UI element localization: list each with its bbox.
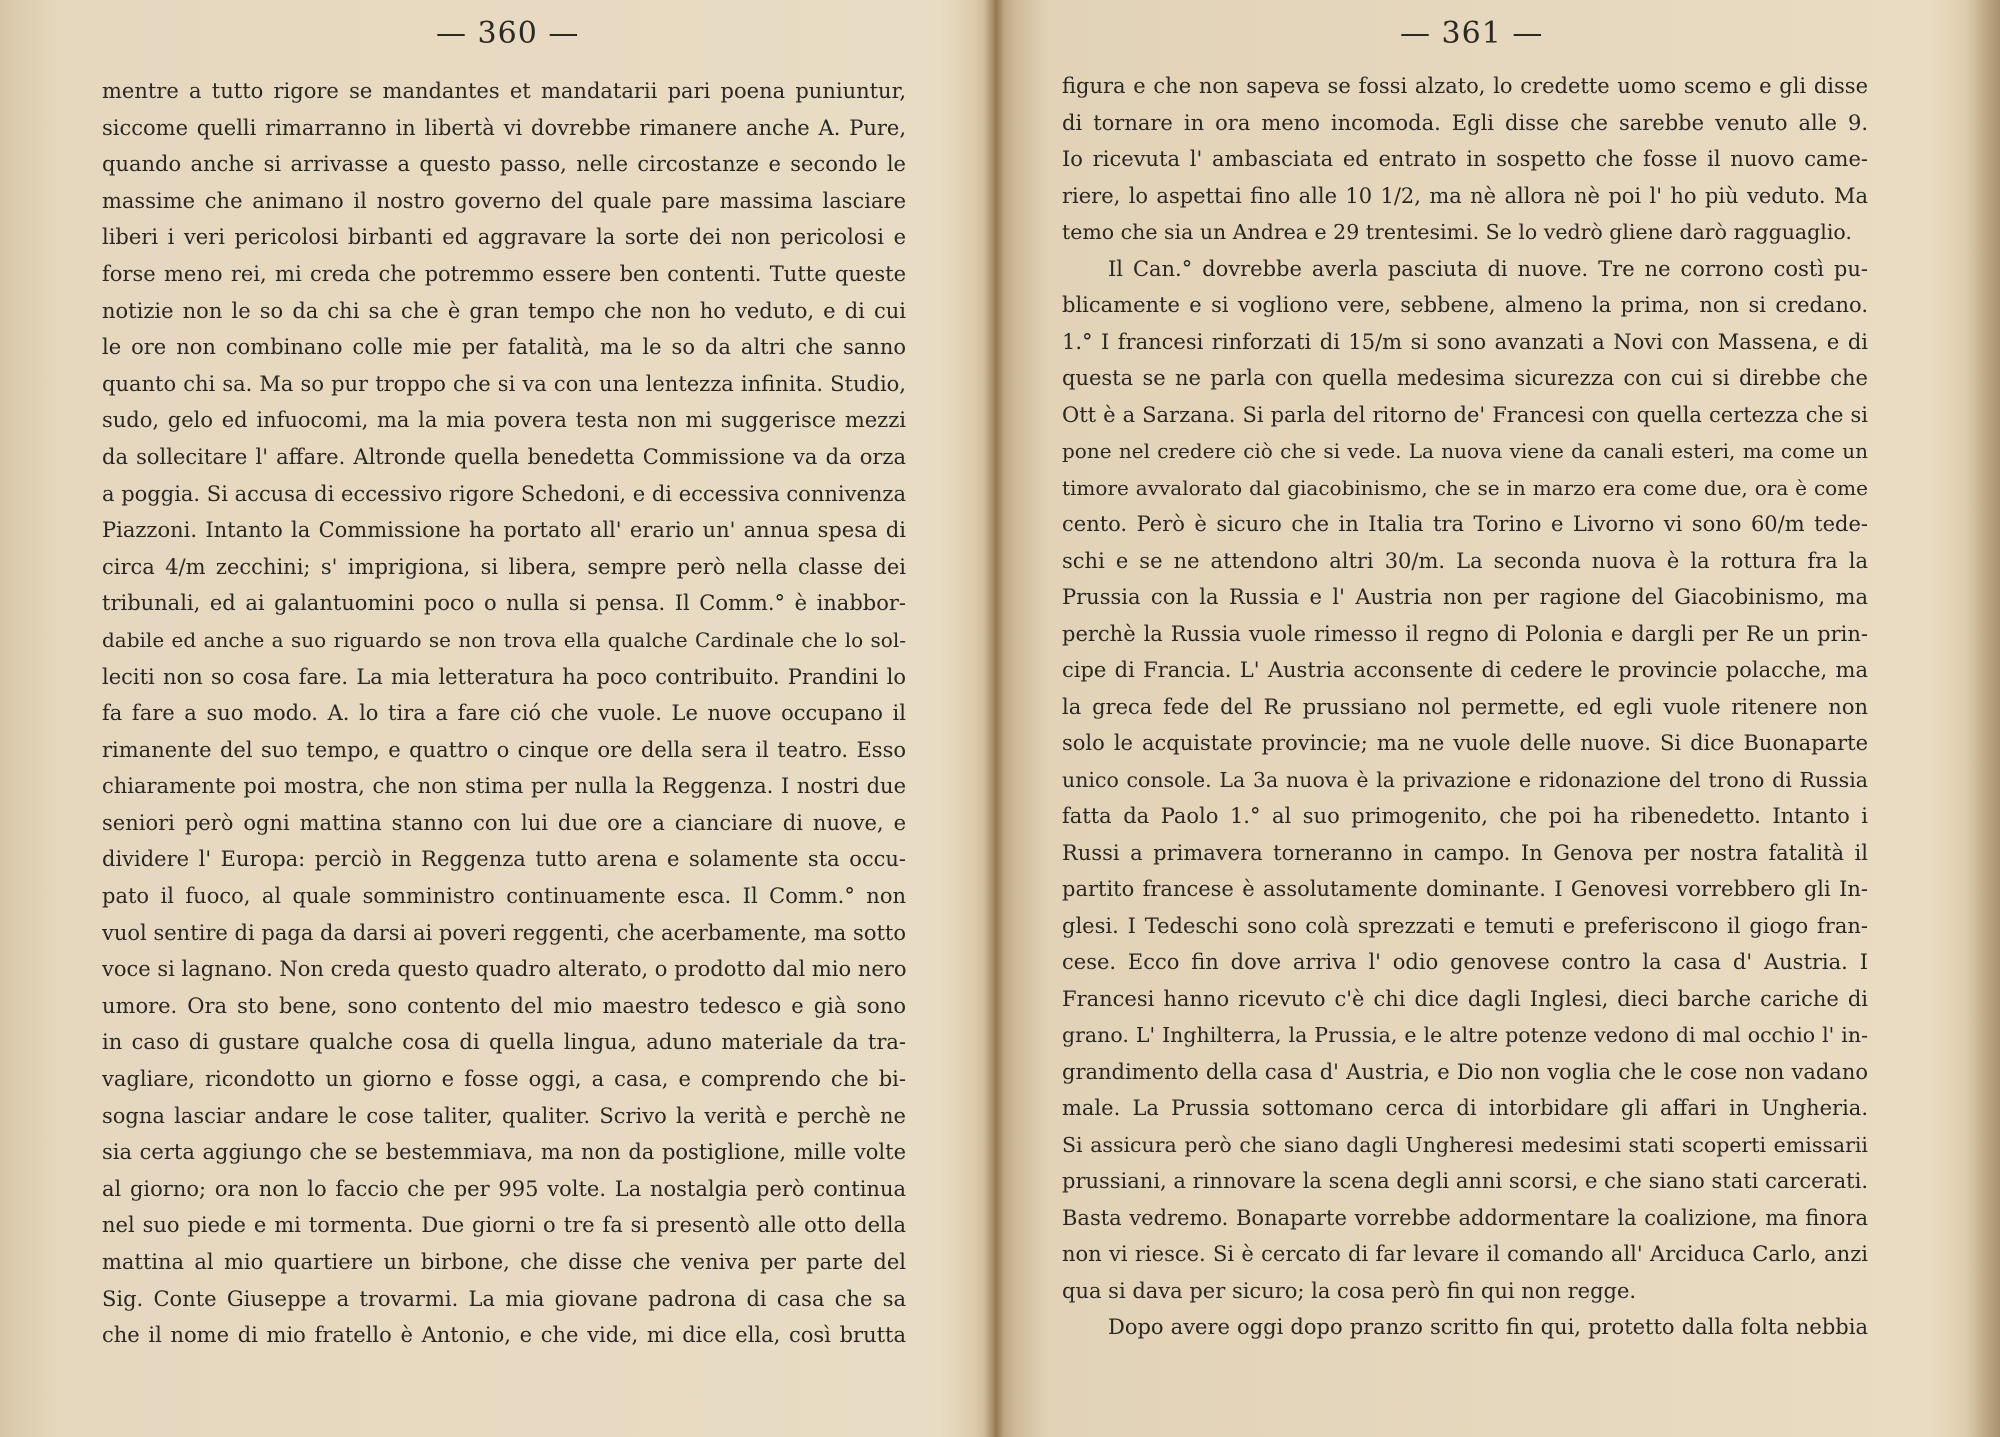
text-line: vuol sentire di paga da darsi ai poveri reggenti, che acerbamente, ma sotto — [102, 920, 906, 945]
text-line: sogna lasciar andare le cose taliter, qualiter. Scrivo la verità e perchè ne — [102, 1103, 906, 1128]
text-line: Dopo avere oggi dopo pranzo scritto fin qui, protetto dalla folta nebbia — [1108, 1315, 1868, 1339]
text-line: forse meno rei, mi creda che potremmo essere ben contenti. Tutte queste — [102, 261, 906, 286]
text-line: la greca fede del Re prussiano nol permette, ed egli vuole ritenere non — [1062, 694, 1868, 719]
text-line: che il nome di mio fratello è Antonio, e che vide, mi dice ella, così brutta — [102, 1323, 906, 1348]
text-line: siccome quelli rimarranno in libertà vi dovrebbe rimanere anche A. Pure, — [102, 115, 906, 140]
text-line: sia certa aggiungo che se bestemmiava, ma non da postiglione, mille volte — [102, 1140, 906, 1165]
right-page — [996, 0, 2000, 1437]
text-line: sudo, gelo ed infuocomi, ma la mia povera testa non mi suggerisce mezzi — [102, 408, 906, 433]
text-line: nel suo piede e mi tormenta. Due giorni o tre fa si presentò alle otto della — [102, 1213, 906, 1238]
text-line: dabile ed anche a suo riguardo se non trova ella qualche Cardinale che lo sol- — [102, 627, 906, 652]
text-line: solo le acquistate provincie; ma ne vuole delle nuove. Si dice Buonaparte — [1062, 731, 1868, 755]
text-line: chiaramente poi mostra, che non stima per nulla la Reggenza. I nostri due — [102, 774, 906, 799]
text-line: riere, lo aspettai fino alle 10 1/2, ma nè allora nè poi l' ho più veduto. Ma — [1062, 183, 1868, 208]
text-line: Io ricevuta l' ambasciata ed entrato in sospetto che fosse il nuovo came- — [1062, 147, 1868, 171]
text-line: Basta vedremo. Bonaparte vorrebbe addormentare la coalizione, ma finora — [1062, 1205, 1868, 1230]
text-line: al giorno; ora non lo faccio che per 995 volte. La nostalgia però continua — [102, 1176, 906, 1201]
text-line: grandimento della casa d' Austria, e Dio non voglia che le cose non vadano — [1062, 1059, 1868, 1084]
text-line: perchè la Russia vuole rimesso il regno di Polonia e dargli per Re un prin- — [1062, 621, 1868, 646]
text-line: Ott è a Sarzana. Si parla del ritorno de' Francesi con quella certezza che si — [1062, 402, 1868, 427]
text-line: quando anche si arrivasse a questo passo, nelle circostanze e secondo le — [102, 152, 906, 177]
text-line: Si assicura però che siano dagli Ungheresi medesimi stati scoperti emissarii — [1062, 1132, 1868, 1157]
page-number: — 360 — — [436, 16, 580, 51]
text-line: unico console. La 3a nuova è la privazione e ridonazione del trono di Russia — [1062, 767, 1868, 792]
text-block — [102, 73, 906, 1354]
text-line: glesi. I Tedeschi sono colà sprezzati e temuti e preferiscono il giogo fran- — [1062, 913, 1868, 938]
text-line: grano. L' Inghilterra, la Prussia, e le altre potenze vedono di mal occhio l' in- — [1062, 1023, 1868, 1047]
text-line: rimanente del suo tempo, e quattro o cinque ore della sera il teatro. Esso — [102, 737, 906, 762]
text-line: le ore non combinano colle mie per fatalità, ma le so da altri che sanno — [102, 335, 906, 360]
text-line: leciti non so cosa fare. La mia letteratura ha poco contribuito. Prandini lo — [102, 664, 906, 689]
left-page — [0, 0, 992, 1437]
text-line: dividere l' Europa: perciò in Reggenza tutto arena e solamente sta occu- — [102, 847, 906, 872]
text-line: da sollecitare l' affare. Altronde quella benedetta Commissione va da orza — [102, 444, 906, 469]
text-line: seniori però ogni mattina stanno con lui due ore a cianciare di nuove, e — [102, 810, 906, 835]
text-line: partito francese è assolutamente dominante. I Genovesi vorrebbero gli In- — [1062, 877, 1868, 901]
text-line: fatta da Paolo 1.° al suo primogenito, che poi ha ribenedetto. Intanto i — [1062, 804, 1868, 828]
text-line: Sig. Conte Giuseppe a trovarmi. La mia giovane padrona di casa che sa — [102, 1286, 906, 1311]
text-line: voce si lagnano. Non creda questo quadro alterato, o prodotto dal mio nero — [102, 957, 906, 982]
text-line: in caso di gustare qualche cosa di quella lingua, aduno materiale da tra- — [102, 1030, 906, 1055]
text-line: tribunali, ed ai galantuomini poco o nulla si pensa. Il Comm.° è inabbor- — [102, 591, 906, 616]
text-line: di tornare in ora meno incomoda. Egli disse che sarebbe venuto alle 9. — [1062, 110, 1868, 135]
text-line: mentre a tutto rigore se mandantes et mandatarii pari poena puniuntur, — [102, 79, 906, 103]
text-line: pone nel credere ciò che si vede. La nuova viene da canali esteri, ma come un — [1062, 439, 1868, 463]
text-line: pato il fuoco, al quale somministro continuamente esca. Il Comm.° non — [102, 884, 906, 909]
text-line: blicamente e si vogliono vere, sebbene, almeno la prima, non si credano. — [1062, 293, 1868, 317]
text-line: liberi i veri pericolosi birbanti ed aggravare la sorte dei non pericolosi e — [102, 225, 906, 250]
text-line: vagliare, ricondotto un giorno e fosse oggi, a casa, e comprendo che bi- — [102, 1067, 906, 1092]
text-line: temo che sia un Andrea e 29 trentesimi. Se lo vedrò gliene darò ragguaglio. — [1062, 220, 1852, 244]
text-line: Prussia con la Russia e l' Austria non per ragione del Giacobinismo, ma — [1062, 585, 1868, 609]
page-edge — [1966, 0, 2000, 1437]
text-line: male. La Prussia sottomano cerca di intorbidare gli affari in Ungheria. — [1062, 1096, 1868, 1120]
text-line: Francesi hanno ricevuto c'è chi dice dagli Inglesi, dieci barche cariche di — [1062, 986, 1868, 1011]
text-line: a poggia. Si accusa di eccessivo rigore Schedoni, e di eccessiva connivenza — [102, 481, 906, 506]
text-line: cese. Ecco fin dove arriva l' odio genovese contro la casa d' Austria. I — [1062, 950, 1868, 974]
text-line: Russi a primavera torneranno in campo. In Genova per nostra fatalità il — [1062, 840, 1868, 865]
text-line: mattina al mio quartiere un birbone, che disse che veniva per parte del — [102, 1250, 906, 1274]
text-line: 1.° I francesi rinforzati di 15/m si sono avanzati a Novi con Massena, e di — [1062, 329, 1868, 354]
text-line: figura e che non sapeva se fossi alzato, lo credette uomo scemo e gli disse — [1062, 74, 1868, 98]
text-line: quanto chi sa. Ma so pur troppo che si va con una lentezza infinita. Studio, — [102, 371, 906, 396]
text-line: non vi riesce. Si è cercato di far levare il comando all' Arciduca Carlo, anzi — [1062, 1242, 1868, 1266]
text-line: qua si dava per sicuro; la cosa però fin qui non regge. — [1062, 1278, 1637, 1303]
text-line: fa fare a suo modo. A. lo tira a fare ció che vuole. Le nuove occupano il — [102, 701, 906, 726]
page-number: — 361 — — [1400, 16, 1544, 51]
text-line: umore. Ora sto bene, sono contento del mio maestro tedesco e già sono — [102, 993, 906, 1018]
text-line: Il Can.° dovrebbe averla pasciuta di nuove. Tre ne corrono costì pu- — [1108, 256, 1868, 281]
text-line: notizie non le so da chi sa che è gran tempo che non ho veduto, e di cui — [102, 298, 906, 323]
text-line: questa se ne parla con quella medesima sicurezza con cui si direbbe che — [1062, 366, 1868, 390]
text-line: circa 4/m zecchini; s' imprigiona, si libera, sempre però nella classe dei — [102, 554, 906, 579]
text-line: cipe di Francia. L' Austria acconsente di cedere le provincie polacche, ma — [1062, 658, 1868, 682]
text-block — [1062, 68, 1868, 1346]
text-line: schi e se ne attendono altri 30/m. La seconda nuova è la rottura fra la — [1062, 548, 1868, 573]
text-line: Piazzoni. Intanto la Commissione ha portato all' erario un' annua spesa di — [102, 518, 906, 543]
text-line: timore avvalorato dal giacobinismo, che se in marzo era come due, ora è come — [1062, 475, 1868, 500]
text-line: prussiani, a rinnovare la scena degli anni scorsi, e che siano stati carcerati. — [1062, 1169, 1868, 1193]
text-line: massime che animano il nostro governo del quale pare massima lasciare — [102, 188, 906, 213]
text-line: cento. Però è sicuro che in Italia tra Torino e Livorno vi sono 60/m tede- — [1062, 512, 1868, 536]
